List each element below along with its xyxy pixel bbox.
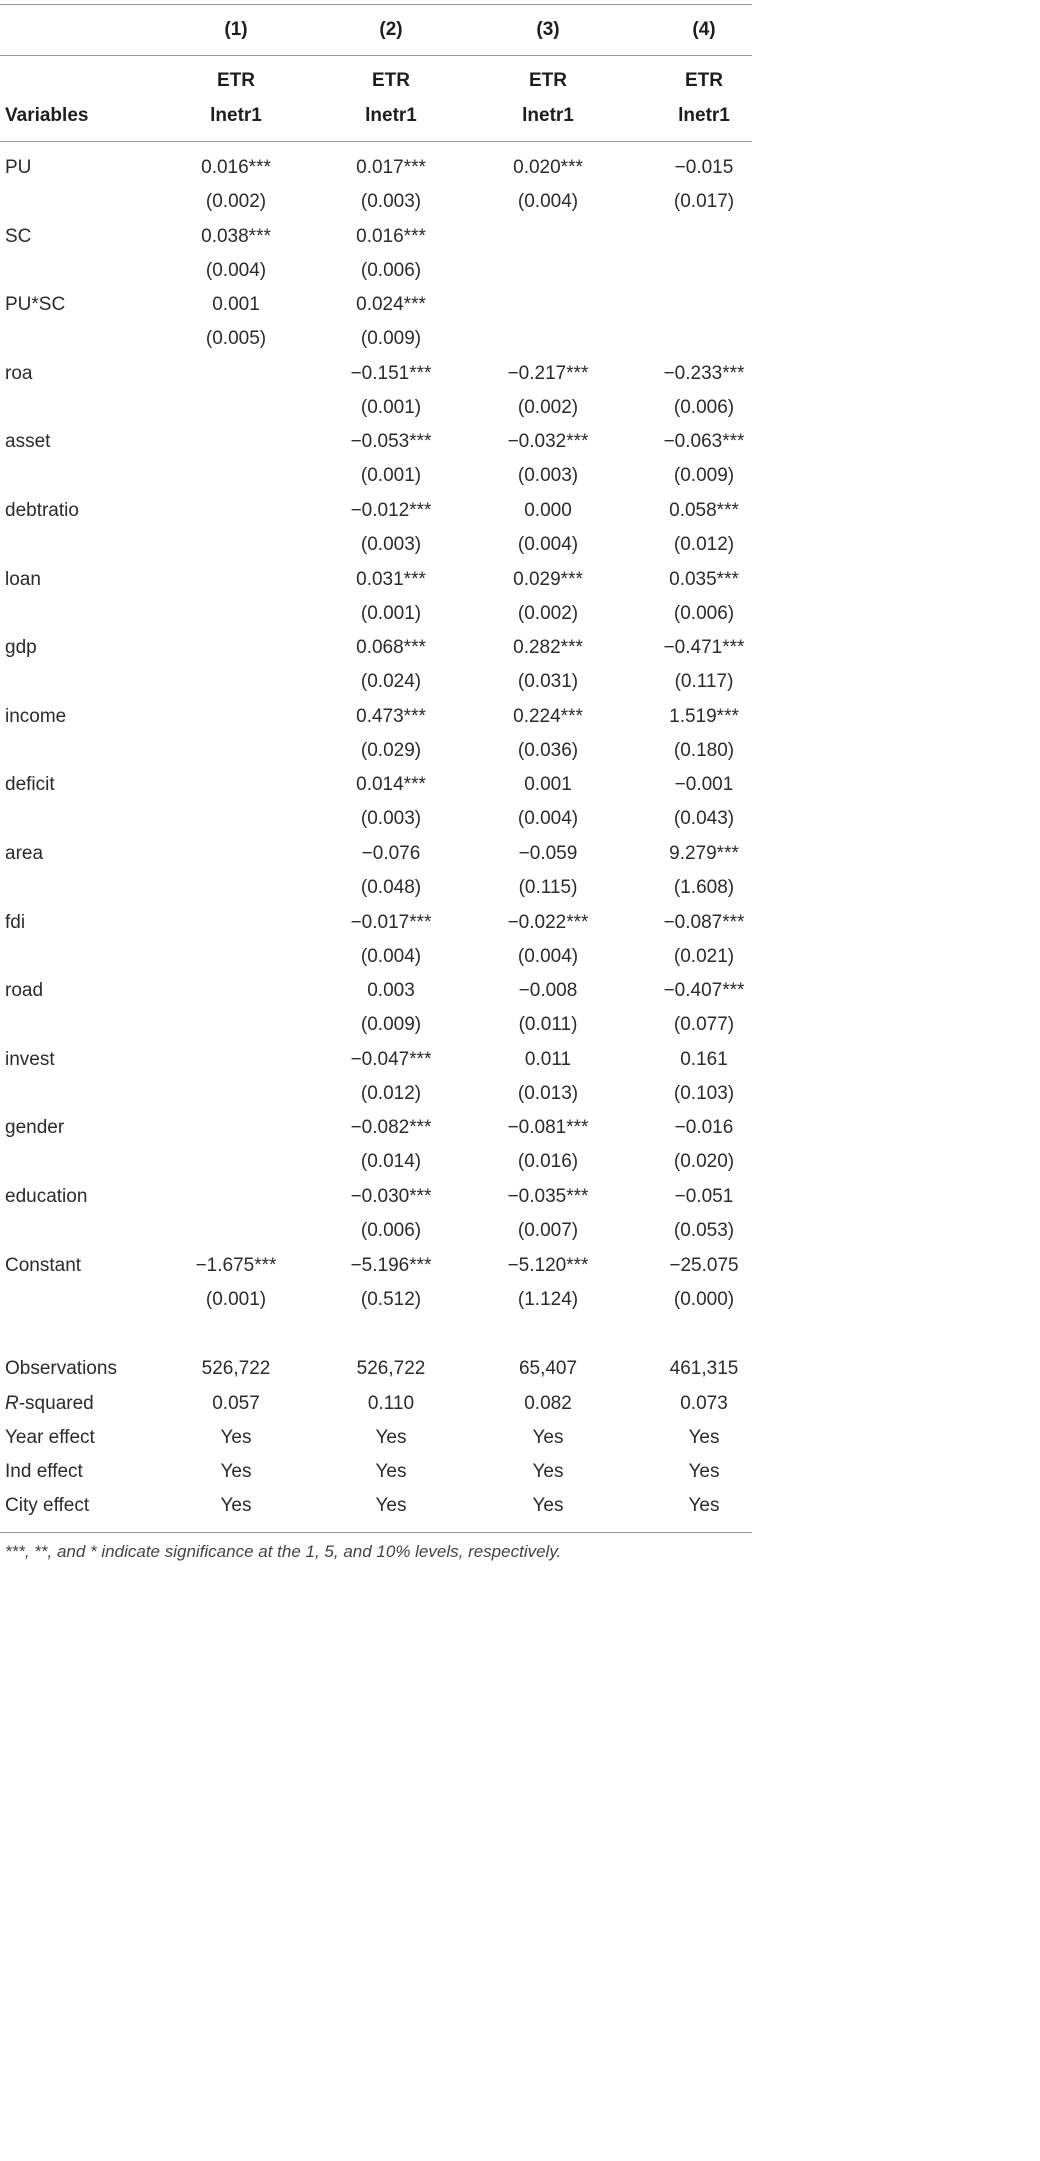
stat-value-cell: 461,315	[669, 1358, 739, 1379]
standard-error-cell: (0.048)	[360, 877, 422, 898]
stat-label: Observations	[5, 1358, 117, 1379]
coefficient-cell: −0.012***	[350, 500, 432, 521]
standard-error-cell: (0.005)	[205, 328, 267, 350]
coefficient-cell: 0.068***	[356, 637, 426, 659]
stat-label: Ind effect	[5, 1461, 83, 1482]
standard-error-cell: (0.002)	[517, 602, 579, 624]
coefficient-cell: 0.035***	[669, 568, 739, 590]
standard-error-cell: (0.002)	[517, 396, 579, 418]
standard-error-cell: (0.001)	[360, 396, 422, 418]
standard-error-cell: (1.124)	[517, 1288, 579, 1310]
standard-error-cell: (0.001)	[205, 1288, 267, 1310]
coefficient-cell: −0.063***	[663, 431, 745, 453]
stat-value-cell: Yes	[220, 1427, 252, 1448]
table-rule	[0, 4, 752, 5]
row-label: education	[5, 1186, 88, 1207]
standard-error-cell: (0.001)	[360, 602, 422, 624]
coefficient-cell: 0.003	[367, 980, 415, 1002]
coefficient-cell: −0.032***	[507, 431, 589, 453]
row-label: roa	[5, 362, 33, 384]
stat-value-cell: Yes	[375, 1427, 407, 1448]
coefficient-cell: −0.081***	[507, 1117, 589, 1139]
stat-value-cell: Yes	[688, 1495, 720, 1516]
standard-error-cell: (0.002)	[205, 191, 267, 212]
dependent-variable-subheader: lnetr1	[365, 105, 417, 126]
coefficient-cell: −0.053***	[350, 431, 432, 453]
coefficient-cell: 9.279***	[669, 843, 739, 864]
coefficient-cell: −0.051	[674, 1186, 734, 1207]
standard-error-cell: (0.117)	[674, 671, 734, 693]
coefficient-cell: 0.224***	[513, 705, 583, 727]
stat-value-cell: 0.110	[367, 1393, 415, 1414]
coefficient-cell: 0.016***	[356, 225, 426, 247]
standard-error-cell: (0.036)	[517, 739, 579, 761]
row-label: loan	[5, 568, 41, 590]
row-label: SC	[5, 225, 32, 247]
standard-error-cell: (0.004)	[517, 945, 579, 967]
dependent-variable-header: ETR	[372, 70, 410, 91]
coefficient-cell: 0.282***	[513, 637, 583, 659]
standard-error-cell: (0.103)	[673, 1082, 735, 1104]
coefficient-cell: −1.675***	[195, 1254, 277, 1276]
dependent-variable-subheader: lnetr1	[678, 105, 730, 126]
dependent-variable-header: ETR	[217, 70, 255, 91]
coefficient-cell: −0.407***	[663, 980, 745, 1002]
coefficient-cell: 0.001	[524, 774, 572, 796]
stat-label	[5, 1392, 94, 1416]
standard-error-cell: (0.053)	[673, 1220, 735, 1241]
row-label: road	[5, 980, 44, 1002]
table-footnote: ***, **, and * indicate significance at the 1, 5, and 10% levels, respectively.	[5, 1542, 562, 1561]
coefficient-cell: 0.000	[524, 500, 572, 521]
standard-error-cell: (0.004)	[360, 945, 422, 967]
coefficient-cell: −5.196***	[350, 1254, 432, 1276]
row-label: income	[5, 705, 67, 727]
coefficient-cell: 0.029***	[513, 568, 583, 590]
coefficient-cell: −0.022***	[507, 911, 589, 933]
coefficient-cell: 0.017***	[356, 157, 426, 178]
standard-error-cell: (0.006)	[360, 259, 422, 281]
coefficient-cell: −0.016	[674, 1117, 734, 1139]
row-label: area	[5, 843, 44, 864]
column-number-header: (1)	[224, 19, 248, 40]
coefficient-cell: 0.038***	[201, 225, 271, 247]
coefficient-cell: 0.011	[524, 1048, 572, 1070]
standard-error-cell: (0.003)	[360, 191, 422, 212]
coefficient-cell: 0.058***	[669, 500, 739, 521]
stat-label-rest: -squared	[18, 1393, 94, 1414]
coefficient-cell: 0.161	[680, 1048, 728, 1070]
standard-error-cell: (0.009)	[360, 328, 422, 350]
stat-value-cell: 0.073	[680, 1393, 728, 1414]
standard-error-cell: (1.608)	[673, 877, 735, 898]
stat-value-cell: Yes	[375, 1495, 407, 1516]
row-label: PU	[5, 157, 32, 178]
coefficient-cell: −0.059	[518, 843, 578, 864]
standard-error-cell: (0.003)	[517, 465, 579, 487]
row-label: gdp	[5, 637, 37, 659]
standard-error-cell: (0.031)	[517, 671, 579, 693]
coefficient-cell: 0.014***	[356, 774, 426, 796]
coefficient-cell: −0.233***	[663, 362, 745, 384]
standard-error-cell: (0.006)	[673, 396, 735, 418]
coefficient-cell: −0.017***	[350, 911, 432, 933]
stat-label: Year effect	[5, 1427, 95, 1448]
standard-error-cell: (0.012)	[673, 534, 735, 555]
standard-error-cell: (0.004)	[517, 191, 579, 212]
coefficient-cell: −0.471***	[663, 637, 745, 659]
standard-error-cell: (0.115)	[518, 877, 578, 898]
coefficient-cell: −5.120***	[507, 1254, 589, 1276]
variables-header: Variables	[5, 105, 89, 126]
stat-value-cell: Yes	[220, 1495, 252, 1516]
standard-error-cell: (0.512)	[360, 1288, 422, 1310]
standard-error-cell: (0.003)	[360, 534, 422, 555]
coefficient-cell: 0.020***	[513, 157, 583, 178]
standard-error-cell: (0.001)	[360, 465, 422, 487]
stat-value-cell: Yes	[688, 1461, 720, 1482]
coefficient-cell: 0.001	[212, 294, 260, 316]
coefficient-cell: −0.001	[674, 774, 734, 796]
standard-error-cell: (0.012)	[360, 1082, 422, 1104]
coefficient-cell: 0.473***	[356, 705, 426, 727]
coefficient-cell: −0.030***	[350, 1186, 432, 1207]
standard-error-cell: (0.021)	[673, 945, 735, 967]
stat-value-cell: Yes	[220, 1461, 252, 1482]
standard-error-cell: (0.043)	[673, 808, 735, 830]
coefficient-cell: 0.016***	[201, 157, 271, 178]
standard-error-cell: (0.009)	[673, 465, 735, 487]
standard-error-cell: (0.011)	[518, 1014, 578, 1036]
coefficient-cell: 0.031***	[356, 568, 426, 590]
stat-value-cell: Yes	[532, 1427, 564, 1448]
dependent-variable-subheader: lnetr1	[210, 105, 262, 126]
row-label: gender	[5, 1117, 65, 1139]
column-number-header: (2)	[379, 19, 403, 40]
row-label: asset	[5, 431, 51, 453]
row-label: deficit	[5, 774, 55, 796]
coefficient-cell: −0.217***	[507, 362, 589, 384]
standard-error-cell: (0.077)	[673, 1014, 735, 1036]
row-label: invest	[5, 1048, 55, 1070]
standard-error-cell: (0.017)	[673, 191, 735, 212]
standard-error-cell: (0.016)	[517, 1151, 579, 1173]
stat-value-cell: 0.057	[212, 1393, 260, 1414]
stat-value-cell: Yes	[532, 1461, 564, 1482]
stat-value-cell: 0.082	[524, 1393, 572, 1414]
dependent-variable-header: ETR	[529, 70, 567, 91]
coefficient-cell: −0.035***	[507, 1186, 589, 1207]
stat-value-cell: 526,722	[356, 1358, 426, 1379]
standard-error-cell: (0.009)	[360, 1014, 422, 1036]
standard-error-cell: (0.180)	[673, 739, 735, 761]
standard-error-cell: (0.029)	[360, 739, 422, 761]
coefficient-cell: 0.024***	[356, 294, 426, 316]
stat-value-cell: Yes	[688, 1427, 720, 1448]
stat-value-cell: Yes	[375, 1461, 407, 1482]
stat-value-cell: 526,722	[201, 1358, 271, 1379]
dependent-variable-header: ETR	[685, 70, 723, 91]
coefficient-cell: −25.075	[669, 1254, 739, 1276]
table-rule	[0, 55, 752, 56]
row-label: debtratio	[5, 500, 79, 521]
standard-error-cell: (0.003)	[360, 808, 422, 830]
standard-error-cell: (0.024)	[360, 671, 422, 693]
stat-label: City effect	[5, 1495, 90, 1516]
row-label: fdi	[5, 911, 26, 933]
stat-value-cell: 65,407	[518, 1358, 578, 1379]
standard-error-cell: (0.004)	[517, 534, 579, 555]
coefficient-cell: −0.087***	[663, 911, 745, 933]
standard-error-cell: (0.020)	[673, 1151, 735, 1173]
standard-error-cell: (0.000)	[673, 1288, 735, 1310]
table-rule	[0, 141, 752, 142]
row-label: Constant	[5, 1254, 82, 1276]
dependent-variable-subheader: lnetr1	[522, 105, 574, 126]
coefficient-cell: 1.519***	[669, 705, 739, 727]
table-rule	[0, 1532, 752, 1533]
standard-error-cell: (0.013)	[517, 1082, 579, 1104]
standard-error-cell: (0.006)	[360, 1220, 422, 1241]
row-label: PU*SC	[5, 294, 66, 316]
coefficient-cell: −0.151***	[350, 362, 432, 384]
standard-error-cell: (0.004)	[517, 808, 579, 830]
standard-error-cell: (0.014)	[360, 1151, 422, 1173]
coefficient-cell: −0.047***	[350, 1048, 432, 1070]
column-number-header: (4)	[692, 19, 716, 40]
stat-value-cell: Yes	[532, 1495, 564, 1516]
column-number-header: (3)	[536, 19, 560, 40]
stat-label-italic: R	[5, 1393, 19, 1414]
coefficient-cell: −0.015	[674, 157, 734, 178]
standard-error-cell: (0.004)	[205, 259, 267, 281]
coefficient-cell: −0.076	[361, 843, 421, 864]
standard-error-cell: (0.007)	[517, 1220, 579, 1241]
coefficient-cell: −0.008	[518, 980, 578, 1002]
standard-error-cell: (0.006)	[673, 602, 735, 624]
coefficient-cell: −0.082***	[350, 1117, 432, 1139]
